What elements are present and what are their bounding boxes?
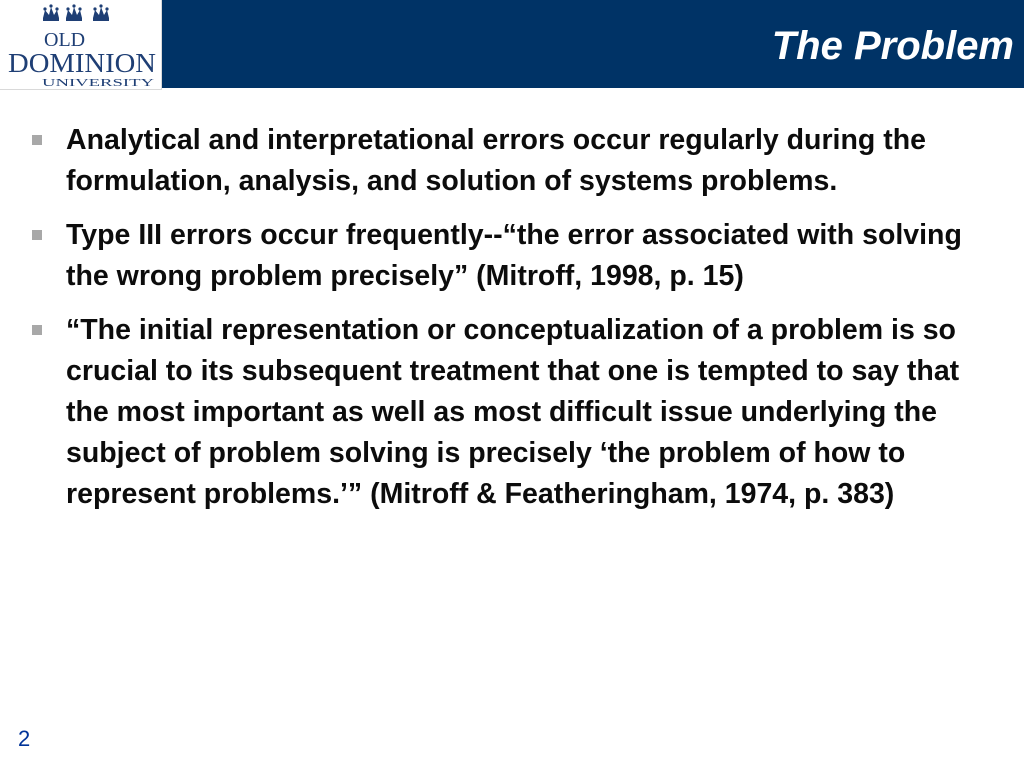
bullet-item [32,215,994,297]
page-number: 2 [18,726,31,751]
logo-line-dominion: DOMINION [8,48,156,78]
slide-title: The Problem [771,24,1014,68]
bullet-item [32,310,994,515]
square-bullet-icon [32,325,42,335]
logo-line-old: OLD [44,29,86,51]
bullet-text: Type III errors occur frequently--“the error associated with solving the wrong problem precisely” (Mitroff, 1998, p. 15) [66,219,962,292]
logo-graphic [0,0,162,90]
bullet-text: “The initial representation or conceptualization of a problem is so crucial to its subsequent treatment that one is tempted to say that the most important as well as most difficult issue underlying the subject of problem solving is precisely ‘the problem of how to represent problems.’” (Mitroff & Featheringham, 1974, p. 383) [66,314,960,510]
crown-icon [43,4,109,21]
square-bullet-icon [32,230,42,240]
bullet-text: Analytical and interpretational errors occur regularly during the formulation, analysis, and solution of systems problems. [66,124,926,197]
university-logo [0,0,162,90]
bullet-item [32,120,994,202]
bullet-list [32,120,994,528]
logo-line-university: UNIVERSITY [42,77,155,89]
square-bullet-icon [32,135,42,145]
